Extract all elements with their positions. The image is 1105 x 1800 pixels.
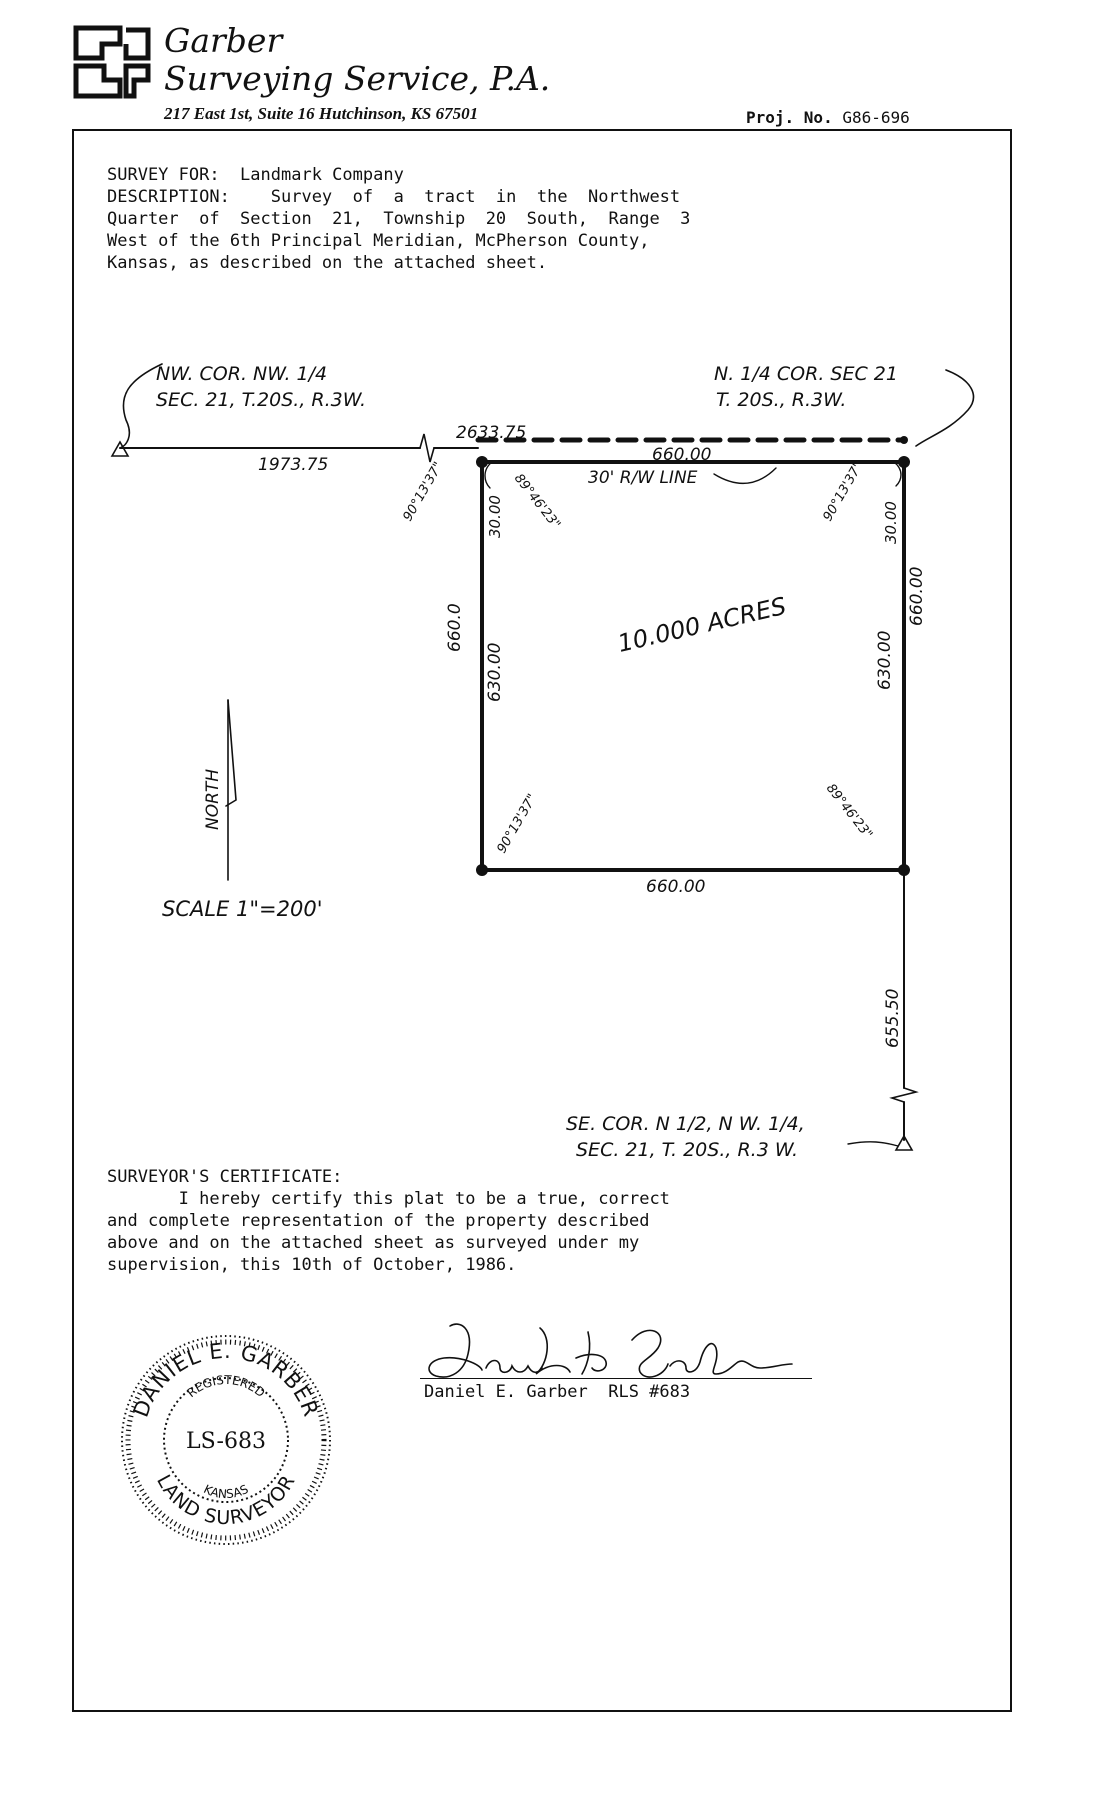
distance-1973: 1973.75 bbox=[258, 455, 329, 475]
certificate-line: supervision, this 10th of October, 1986. bbox=[107, 1255, 517, 1275]
n-quarter-corner-label-line1: N. 1/4 COR. SEC 21 bbox=[714, 363, 898, 385]
seal-license-number: LS-683 bbox=[186, 1429, 266, 1454]
se-corner-leader bbox=[848, 1142, 898, 1146]
ne-tract-corner-monument bbox=[898, 456, 910, 468]
seal-bottom-text: LAND SURVEYOR bbox=[152, 1471, 300, 1530]
se-corner-label-line2: SEC. 21, T. 20S., R.3 W. bbox=[576, 1139, 799, 1161]
break-mark-west bbox=[420, 434, 434, 462]
certificate-line: I hereby certify this plat to be a true, correct bbox=[107, 1189, 670, 1209]
n-quarter-corner-label-line2: T. 20S., R.3W. bbox=[716, 389, 847, 411]
break-mark-east bbox=[892, 1088, 916, 1102]
se-corner-label-line1: SE. COR. N 1/2, N W. 1/4, bbox=[566, 1113, 805, 1135]
nw-corner-label-line1: NW. COR. NW. 1/4 bbox=[156, 363, 328, 385]
certificate-line: and complete representation of the property described bbox=[107, 1211, 650, 1231]
surveyor-printed-name: Daniel E. Garber RLS #683 bbox=[424, 1382, 691, 1402]
project-number-value: G86-696 bbox=[842, 108, 910, 127]
east-630-label: 630.00 bbox=[875, 630, 895, 690]
north-arrow-label: NORTH bbox=[203, 768, 223, 830]
angle-se: 89°46'23" bbox=[822, 781, 876, 843]
angle-nw-outer: 90°13'37" bbox=[400, 459, 447, 524]
seal-registered-text: REGISTERED bbox=[184, 1372, 268, 1401]
seal-state-text: KANSAS bbox=[201, 1481, 251, 1502]
project-number-label: Proj. No. bbox=[746, 108, 833, 127]
signature-line bbox=[420, 1378, 812, 1379]
n-quarter-corner-monument bbox=[900, 436, 908, 444]
west-630-label: 630.00 bbox=[485, 642, 505, 702]
company-name-line2: Surveying Service, P.A. bbox=[164, 59, 551, 98]
description-line: Quarter of Section 21, Township 20 South, Range 3 bbox=[107, 209, 691, 229]
company-address: 217 East 1st, Suite 16 Hutchinson, KS 67501 bbox=[164, 104, 479, 123]
nq-corner-leader bbox=[916, 370, 973, 446]
sw-tract-corner-monument bbox=[476, 864, 488, 876]
angle-ne: 90°13'37" bbox=[820, 459, 867, 524]
nw-corner-label-line2: SEC. 21, T.20S., R.3W. bbox=[156, 389, 367, 411]
scale-label: SCALE 1"=200' bbox=[162, 897, 323, 921]
east-30-label: 30.00 bbox=[882, 501, 900, 544]
certificate-line: above and on the attached sheet as surveyed under my bbox=[107, 1233, 640, 1253]
description-line: West of the 6th Principal Meridian, McPherson County, bbox=[107, 231, 650, 251]
distance-south-660: 660.00 bbox=[646, 877, 706, 897]
surveyor-signature bbox=[420, 1318, 800, 1384]
angle-sw: 90°13'37" bbox=[494, 791, 541, 856]
seal-top-text: DANIEL E. GARBER bbox=[128, 1338, 324, 1421]
surveyor-seal bbox=[116, 1330, 336, 1550]
east-660-label: 660.00 bbox=[907, 566, 927, 626]
company-name-line1: Garber bbox=[164, 21, 283, 60]
distance-north-660: 660.00 bbox=[652, 445, 712, 465]
description-line: DESCRIPTION: Survey of a tract in the Northwest bbox=[107, 187, 681, 207]
se-tract-corner-monument bbox=[898, 864, 910, 876]
west-660-label: 660.0 bbox=[445, 603, 465, 652]
rw-line-label: 30' R/W LINE bbox=[588, 468, 698, 488]
svg-text:KANSAS bbox=[201, 1482, 250, 1501]
description-line: Kansas, as described on the attached sheet. bbox=[107, 253, 548, 273]
certificate-heading: SURVEYOR'S CERTIFICATE: bbox=[107, 1167, 343, 1187]
distance-2633: 2633.75 bbox=[456, 423, 527, 443]
west-30-label: 30.00 bbox=[486, 495, 504, 538]
description-line: SURVEY FOR: Landmark Company bbox=[107, 165, 404, 185]
nw-tract-corner-monument bbox=[476, 456, 488, 468]
acres-label: 10.000 ACRES bbox=[615, 591, 789, 658]
rw-line-pointer bbox=[714, 468, 776, 483]
surveyor-certificate bbox=[107, 1166, 819, 1276]
distance-655: 655.50 bbox=[883, 988, 903, 1048]
svg-text:REGISTERED bbox=[184, 1373, 267, 1400]
angle-nw-inner: 89°46'23" bbox=[510, 471, 564, 533]
